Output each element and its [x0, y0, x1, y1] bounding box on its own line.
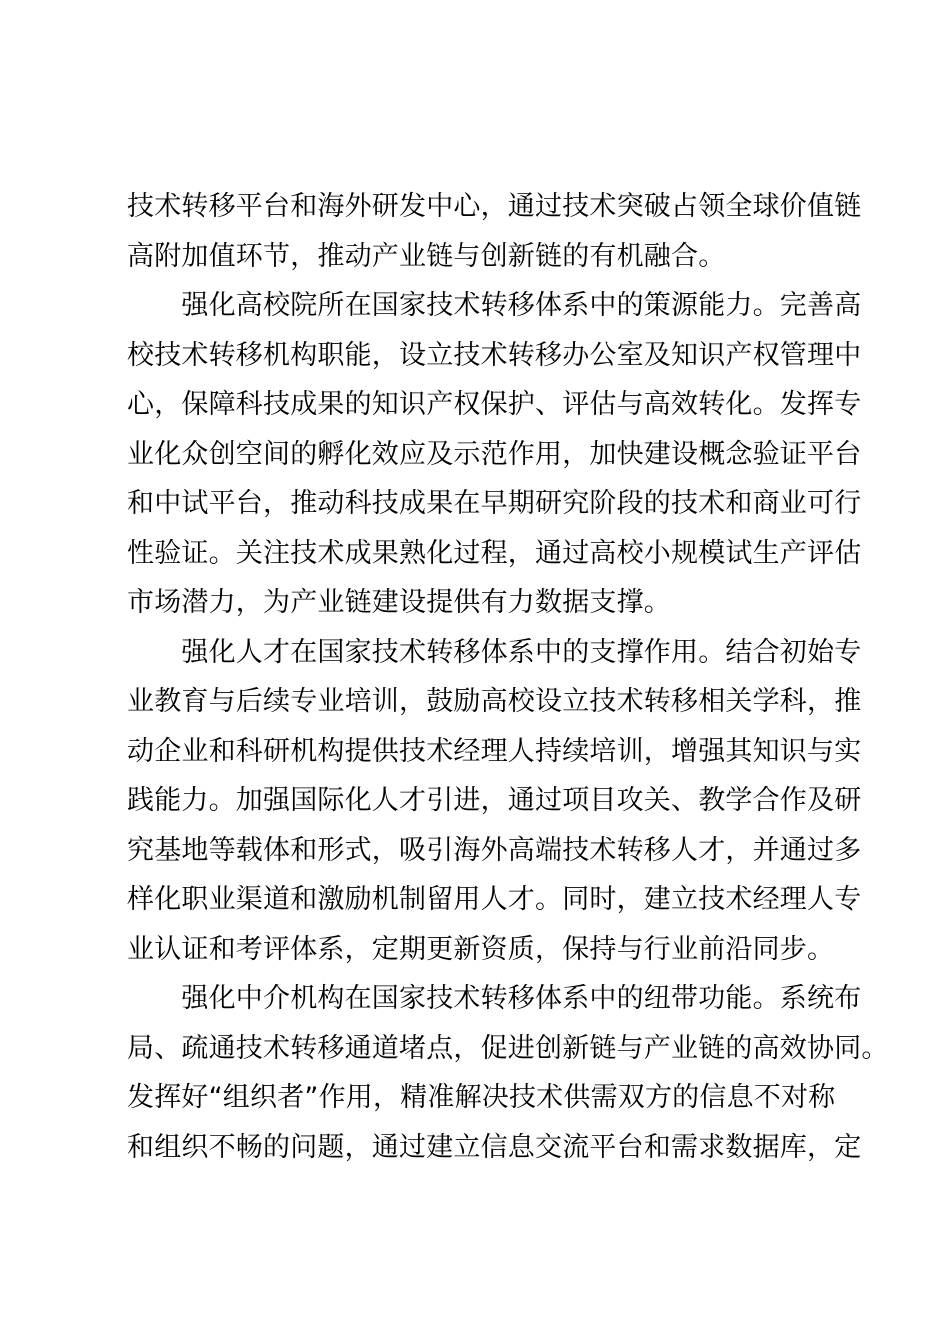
- text-line: 业教育与后续专业培训，鼓励高校设立技术转移相关学科，推: [127, 686, 862, 717]
- text-line: 和组织不畅的问题，通过建立信息交流平台和需求数据库，定: [127, 1131, 862, 1163]
- text-line: 强化人才在国家技术转移体系中的支撑作用。结合初始专: [127, 636, 862, 668]
- text-line: 业化众创空间的孵化效应及示范作用，加快建设概念验证平台: [127, 438, 862, 470]
- text-line: 强化中介机构在国家技术转移体系中的纽带功能。系统布: [127, 983, 862, 1014]
- text-line: 市场潜力，为产业链建设提供有力数据支撑。: [127, 587, 671, 618]
- body-text: [127, 182, 889, 1172]
- text-line: 践能力。加强国际化人才引进，通过项目攻关、教学合作及研: [127, 785, 862, 816]
- text-line: 强化高校院所在国家技术转移体系中的策源能力。完善高: [127, 290, 862, 321]
- text-line: 性验证。关注技术成果熟化过程，通过高校小规模试生产评估: [127, 537, 862, 569]
- text-line: 业认证和考评体系，定期更新资质，保持与行业前沿同步。: [127, 933, 835, 965]
- text-line: 局、疏通技术转移通道堵点，促进创新链与产业链的高效协同。: [127, 1032, 889, 1064]
- text-line: 校技术转移机构职能，设立技术转移办公室及知识产权管理中: [127, 339, 862, 371]
- text-line: 究基地等载体和形式，吸引海外高端技术转移人才，并通过多: [127, 834, 862, 866]
- text-line: 心，保障科技成果的知识产权保护、评估与高效转化。发挥专: [127, 389, 862, 420]
- text-line: 和中试平台，推动科技成果在早期研究阶段的技术和商业可行: [127, 488, 862, 519]
- text-line: 动企业和科研机构提供技术经理人持续培训，增强其知识与实: [127, 735, 862, 767]
- text-line: 技术转移平台和海外研发中心，通过技术突破占领全球价值链: [127, 191, 862, 222]
- text-line: 样化职业渠道和激励机制留用人才。同时，建立技术经理人专: [127, 884, 862, 915]
- text-line: 高附加值环节，推动产业链与创新链的有机融合。: [127, 240, 726, 272]
- text-line: 发挥好“组织者”作用，精准解决技术供需双方的信息不对称: [127, 1082, 836, 1113]
